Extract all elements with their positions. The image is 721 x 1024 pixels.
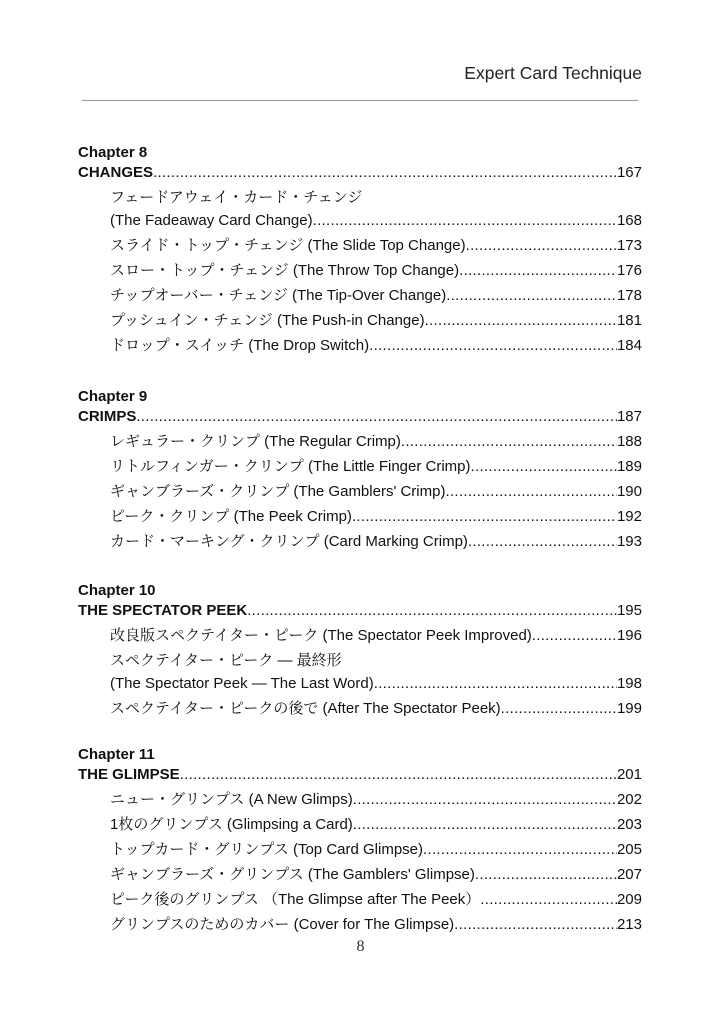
page-ref: 184 [616,337,642,354]
toc-entry-text: ドロップ・スイッチ (The Drop Switch) [110,337,370,354]
leader-dots [374,674,617,694]
chapter-label [78,387,147,407]
page-ref: 168 [616,212,642,229]
toc-entry [110,890,642,910]
page-ref: 205 [616,841,642,858]
page-ref: 173 [616,237,642,254]
leader-dots [153,163,617,183]
toc-entry [110,236,642,256]
leader-dots [475,865,617,885]
toc-entry-japanese-title [110,651,342,671]
toc-entry-japanese-title [110,188,362,208]
toc-entry-text: ギャンブラーズ・クリンプ (The Gamblers' Crimp) [110,483,446,500]
toc-entry-text: (The Spectator Peek — The Last Word) [110,675,374,692]
leader-dots [445,482,616,502]
page-ref: 202 [616,791,642,808]
chapter-label-text: Chapter 8 [78,144,148,161]
page-ref: 209 [616,891,642,908]
leader-dots [466,236,617,256]
chapter-title-text: CRIMPS [78,408,137,425]
leader-dots [369,336,617,356]
chapter-label [78,581,156,601]
page-ref: 203 [616,816,642,833]
toc-entry-text: ピーク後のグリンプス （The Glimpse after The Peek） [110,891,481,908]
page-ref: 167 [616,164,642,181]
page-ref: 192 [616,508,642,525]
leader-dots [425,311,617,331]
chapter-title-text: THE GLIMPSE [78,766,180,783]
chapter-label [78,745,155,765]
chapter-title [78,163,642,183]
page-number: 8 [356,938,365,955]
toc-entry [110,261,642,281]
toc-entry-text: (The Fadeaway Card Change) [110,212,313,229]
toc-entry-text: 1枚のグリンプス (Glimpsing a Card) [110,816,353,833]
toc-entry-text: 改良版スペクテイター・ピーク (The Spectator Peek Improved) [110,627,532,644]
toc-entry-japanese-title-text: スペクテイター・ピーク — 最終形 [110,652,342,669]
toc-entry-japanese-title-text: フェードアウェイ・カード・チェンジ [110,189,363,206]
toc-entry-text: スロー・トップ・チェンジ (The Throw Top Change) [110,262,460,279]
toc-entry-text: グリンプスのためのカバー (Cover for The Glimpse) [110,916,455,933]
page-ref: 207 [616,866,642,883]
page-ref: 199 [616,700,642,717]
page-ref: 178 [616,287,642,304]
toc-entry-text: リトルフィンガー・クリンプ (The Little Finger Crimp) [110,458,471,475]
toc-entry [110,211,642,231]
page-ref: 198 [616,675,642,692]
chapter-title [78,601,642,621]
toc-entry-text: レギュラー・クリンプ (The Regular Crimp) [110,433,401,450]
leader-dots [532,626,617,646]
leader-dots [480,890,617,910]
leader-dots [247,601,617,621]
header-rule [82,100,638,101]
leader-dots [446,286,617,306]
toc-entry [110,815,642,835]
leader-dots [313,211,617,231]
toc-entry [110,336,642,356]
leader-dots [401,432,617,452]
toc-entry-text: スライド・トップ・チェンジ (The Slide Top Change) [110,237,466,254]
toc-entry [110,626,642,646]
toc-entry [110,507,642,527]
toc-entry [110,840,642,860]
page-ref: 189 [616,458,642,475]
toc-entry-text: カード・マーキング・クリンプ (Card Marking Crimp) [110,533,468,550]
toc-entry [110,674,642,694]
running-header: Expert Card Technique [464,63,642,83]
chapter-title [78,407,642,427]
chapter-title-text: THE SPECTATOR PEEK [78,602,248,619]
page-ref: 188 [616,433,642,450]
toc-entry [110,432,642,452]
chapter-title [78,765,642,785]
toc-entry-text: ピーク・クリンプ (The Peek Crimp) [110,508,352,525]
leader-dots [136,407,617,427]
toc-entry-text: ニュー・グリンプス (A New Glimps) [110,791,353,808]
leader-dots [353,790,617,810]
page-ref: 193 [616,533,642,550]
toc-entry [110,915,642,935]
page-ref: 187 [616,408,642,425]
leader-dots [352,507,617,527]
toc-entry [110,699,642,719]
toc-entry [110,865,642,885]
toc-entry-text: スペクテイター・ピークの後で (After The Spectator Peek) [110,700,501,717]
toc-entry [110,482,642,502]
page-ref: 213 [616,916,642,933]
page-ref: 196 [616,627,642,644]
chapter-label-text: Chapter 9 [78,388,148,405]
leader-dots [471,457,617,477]
chapter-title-text: CHANGES [78,164,154,181]
toc-entry [110,286,642,306]
page-ref: 181 [616,312,642,329]
toc-entry [110,311,642,331]
page-ref: 195 [616,602,642,619]
toc-entry [110,457,642,477]
page-ref: 201 [616,766,642,783]
toc-entry-text: チップオーバー・チェンジ (The Tip-Over Change) [110,287,447,304]
chapter-label-text: Chapter 11 [78,746,155,763]
toc-entry-text: プッシュイン・チェンジ (The Push-in Change) [110,312,425,329]
toc-entry-text: トップカード・グリンプス (Top Card Glimpse) [110,841,424,858]
page-ref: 190 [616,483,642,500]
leader-dots [501,699,617,719]
toc-entry [110,790,642,810]
leader-dots [423,840,617,860]
leader-dots [468,532,617,552]
toc-entry [110,532,642,552]
leader-dots [353,815,617,835]
leader-dots [454,915,617,935]
page-ref: 176 [616,262,642,279]
chapter-label-text: Chapter 10 [78,582,156,599]
toc-entry-text: ギャンブラーズ・グリンプス (The Gamblers' Glimpse) [110,866,475,883]
leader-dots [180,765,617,785]
chapter-label [78,143,147,163]
leader-dots [459,261,617,281]
